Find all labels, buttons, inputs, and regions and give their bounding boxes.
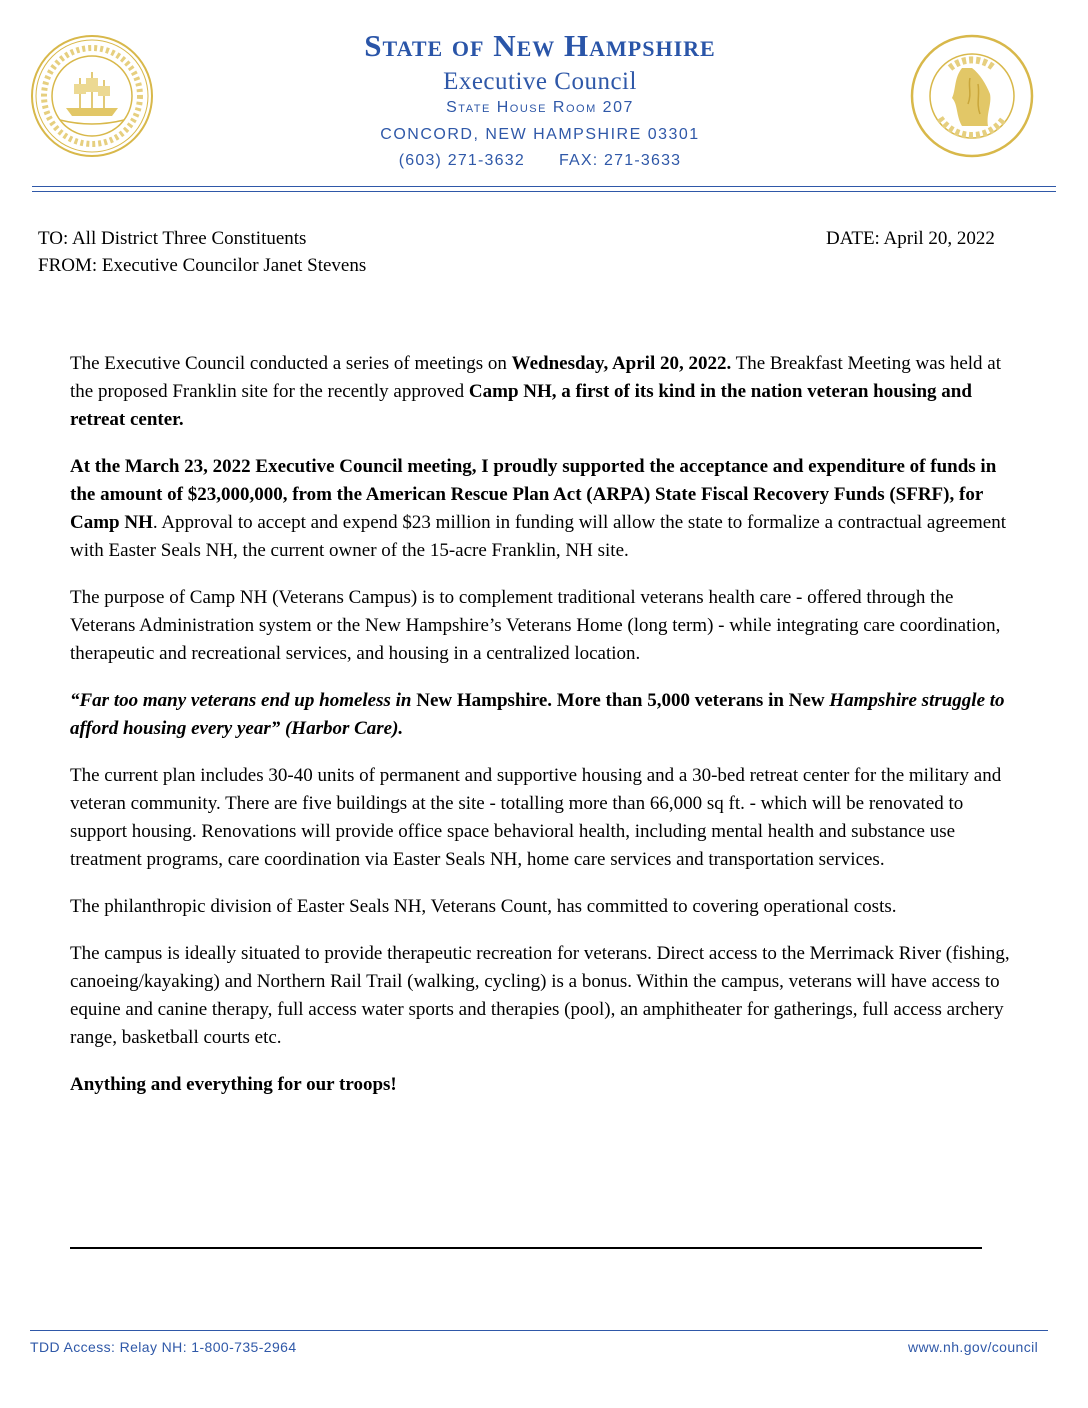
letterhead-council: Executive Council [443,68,637,95]
footer-rule [30,1330,1048,1331]
paragraph-philanthropy: The philanthropic division of Easter Seals NH, Veterans Count, has committed to covering operational costs. [70,896,897,917]
letterhead-room: State House Room 207 [446,99,634,116]
paragraph-meetings [70,350,1010,434]
letterhead-rule-top [32,186,1056,187]
memo-to: TO: All District Three Constituents [38,228,307,249]
text-span: The Executive Council conducted a series of meetings on [70,353,512,374]
letter-body [70,350,1010,1118]
closing-rule [70,1247,982,1249]
bold-italic-span: “Far too many veterans end up homeless in [70,690,417,711]
text-span: . Approval to accept and expend $23 million in funding will allow the state to formalize a contractual agreement with Easter Seals NH, the current owner of the 15-acre Franklin, NH site. [70,512,1007,561]
footer-tdd: TDD Access: Relay NH: 1-800-735-2964 [30,1339,297,1355]
footer-website-link[interactable]: www.nh.gov/council [908,1339,1039,1355]
letterhead-city: CONCORD, NEW HAMPSHIRE 03301 [380,126,700,143]
paragraph-quote [70,687,1010,743]
bold-span: Wednesday, April 20, 2022. [511,353,732,374]
text-span: The Breakfast Meeting was held at the proposed Franklin site for the recently approved [70,353,1002,402]
letterhead-phone: (603) 271-3632 [398,152,525,169]
bold-span: New Hampshire. More than 5,000 veterans in New [416,690,830,711]
paragraph-closing [70,1071,1010,1099]
paragraph-plan: The current plan includes 30-40 units of permanent and supportive housing and a 30-bed retreat center for the military and veteran community. There are five buildings at the site - totalling more than 66,000 sq ft. - which will be renovated to support housing. Renovations will provide office space behavioral health, including mental health and substance use treatment programs, care coordination via Easter Seals NH, home care services and transportation services. [70,765,1002,870]
paragraph-campus: The campus is ideally situated to provide therapeutic recreation for veterans. Direct access to the Merrimack River (fishing, canoeing/kayaking) and Northern Rail Trail (walking, cycling) is a bonus. Within the campus, veterans will have access to equine and canine therapy, full access water sports and therapies (pool), an amphitheater for gatherings, full access archery range, basketball courts etc. [70,943,1010,1048]
letterhead-fax: FAX: 271-3633 [558,152,682,169]
letterhead-rule-bottom [32,191,1056,192]
live-free-or-die-seal-icon [910,34,1034,158]
memo-from: FROM: Executive Councilor Janet Stevens [38,255,367,276]
bold-span: Anything and everything for our troops! [70,1074,397,1095]
letterhead-contact [240,152,840,170]
bold-italic-span: Hampshire struggle to afford housing every year” (Harbor Care). [70,690,1005,739]
letterhead-state: State of New Hampshire [364,28,716,63]
paragraph-purpose: The purpose of Camp NH (Veterans Campus) is to complement traditional veterans health care - offered through the Veterans Administration system or the New Hampshire’s Veterans Home (long term) - while integrating care coordination, therapeutic and recreational services, and housing in a centralized location. [70,587,1001,664]
bold-span: At the March 23, 2022 Executive Council meeting, I proudly supported the acceptance and expenditure of funds in the amount of $23,000,000, from the American Rescue Plan Act (ARPA) State Fiscal Recovery Funds (SFRF), for Camp NH [70,456,997,533]
state-seal-ship-icon [30,34,154,158]
paragraph-funding [70,453,1010,565]
bold-span: Camp NH, a first of its kind in the nation veteran housing and retreat center. [70,381,972,430]
memo-date: DATE: April 20, 2022 [826,228,995,249]
letterhead [0,0,1088,200]
